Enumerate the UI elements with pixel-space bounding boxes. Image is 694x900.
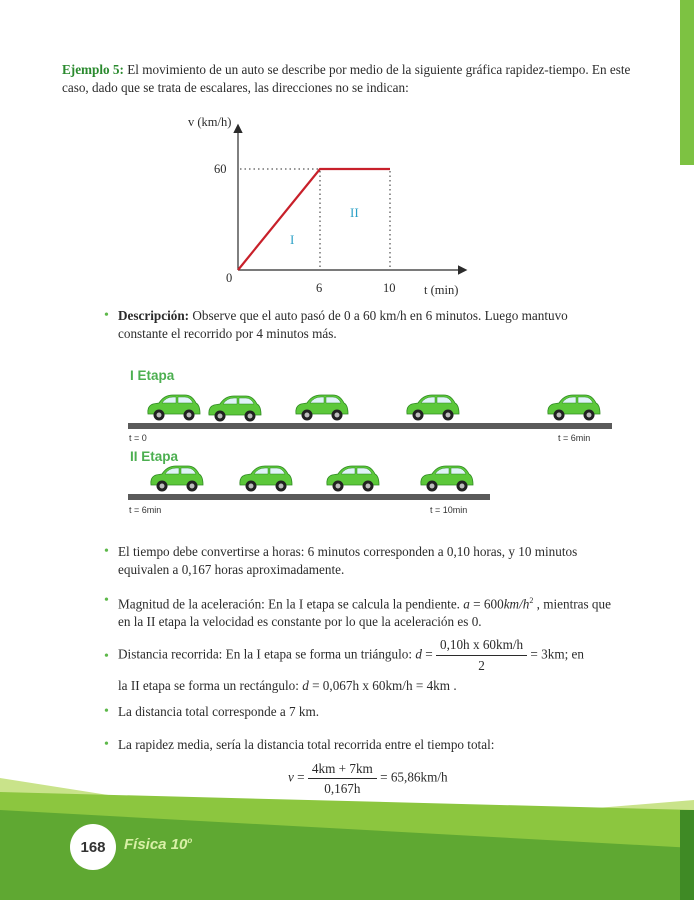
car-icon xyxy=(237,463,293,495)
bullet-text-cont: , mientras que en la II etapa la velocidad es constante por lo que la aceleración es 0. xyxy=(118,596,611,630)
formula-eq: = xyxy=(293,769,308,785)
triangle-fraction xyxy=(436,636,527,675)
stage-1-title: I Etapa xyxy=(130,368,175,383)
bullet-text: Magnitud de la aceleración: En la I etapa se calcula la pendiente. xyxy=(118,596,464,612)
speed-line xyxy=(238,169,390,270)
bullet-dot: • xyxy=(104,544,109,559)
bullet-dot: • xyxy=(104,308,109,323)
example-heading: Ejemplo 5: xyxy=(62,62,124,77)
fraction-denominator: 0,167h xyxy=(324,781,361,796)
stage-2-title: II Etapa xyxy=(130,449,179,464)
fraction-numerator: 0,10h x 60km/h xyxy=(436,636,527,656)
car-icon xyxy=(418,463,474,495)
x-tick-10: 10 xyxy=(383,281,396,295)
region-2-label: II xyxy=(350,205,359,220)
formula-result: = 65,86km/h xyxy=(376,769,448,785)
bullet-dot: • xyxy=(104,649,109,664)
car-icon xyxy=(404,392,460,424)
car-icon xyxy=(293,392,349,424)
bullet-distance xyxy=(104,636,612,695)
bullet-dot: • xyxy=(104,593,109,608)
bullet-total-distance xyxy=(104,703,612,721)
bullet-dot: • xyxy=(104,737,109,752)
y-tick-60: 60 xyxy=(214,162,227,176)
speed-time-graph xyxy=(180,108,480,300)
rectangle-text: la II etapa se forma un rectángulo: xyxy=(118,678,303,693)
book-title-text: Física 10 xyxy=(124,836,188,853)
description-label: Descripción: xyxy=(118,308,190,323)
bullet-text: La rapidez media, sería la distancia total recorrida entre el tiempo total: xyxy=(118,737,495,752)
example-intro xyxy=(62,61,642,97)
car-icon xyxy=(145,392,201,424)
bullet-text: El tiempo debe convertirse a horas: 6 minutos corresponden a 0,10 horas, y 10 minutos equivalen a 0,167 horas aproximadamente. xyxy=(118,544,578,577)
rectangle-formula: = 0,067h x 60km/h = 4km . xyxy=(308,678,457,693)
example-text: El movimiento de un auto se describe por medio de la siguiente gráfica rapidez-tiempo. En este caso, dado que se trata de escalares, las direcciones no se indican: xyxy=(62,62,631,95)
description-bullet xyxy=(104,307,612,343)
origin-label: 0 xyxy=(226,271,233,285)
var-a: a xyxy=(463,596,470,612)
y-axis-label: v (km/h) xyxy=(188,115,232,129)
x-tick-6: 6 xyxy=(316,281,323,295)
var-d2: d xyxy=(302,678,309,693)
bullet-time-conversion xyxy=(104,543,612,579)
accel-exponent: 2 xyxy=(529,596,534,605)
bullet-acceleration xyxy=(104,592,612,631)
car-icon xyxy=(206,393,262,425)
stage-1-t-start: t = 0 xyxy=(129,433,147,443)
book-title-sup: o xyxy=(187,836,193,845)
var-v: v xyxy=(288,769,294,785)
fraction-numerator: 4km + 7km xyxy=(308,760,377,779)
stage-2-t-end: t = 10min xyxy=(430,505,468,515)
car-icon xyxy=(545,392,601,424)
description-text: Observe que el auto pasó de 0 a 60 km/h en 6 minutos. Luego mantuvo constante el recorrido por 4 minutos más. xyxy=(118,308,568,341)
region-1-label: I xyxy=(290,232,295,247)
bullet-average-speed xyxy=(104,736,612,754)
car-icon xyxy=(324,463,380,495)
accel-value: = 600 xyxy=(469,596,504,612)
stage-1-t-end: t = 6min xyxy=(558,433,591,443)
stage-2-t-start: t = 6min xyxy=(129,505,162,515)
bullet-dot: • xyxy=(104,704,109,719)
distance-result: = 3km; en xyxy=(527,646,585,662)
bullet-text: La distancia total corresponde a 7 km. xyxy=(118,704,320,719)
distance-eq: = xyxy=(421,646,436,662)
distance-text: Distancia recorrida: En la I etapa se forma un triángulo: xyxy=(118,646,416,662)
fraction-denominator: 2 xyxy=(478,658,485,673)
var-d: d xyxy=(415,646,422,662)
car-icon xyxy=(148,463,204,495)
accel-unit: km/h xyxy=(503,596,530,612)
chapter-side-tab xyxy=(680,0,694,165)
x-axis-label: t (min) xyxy=(424,283,459,297)
page-number: 168 xyxy=(70,824,116,870)
book-title xyxy=(124,836,192,853)
